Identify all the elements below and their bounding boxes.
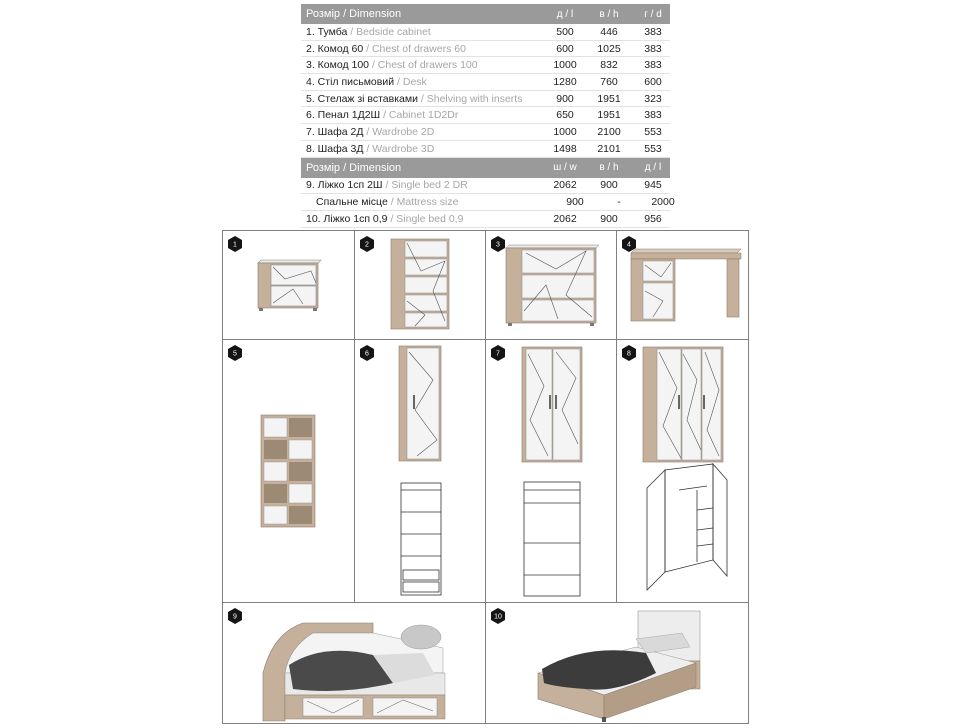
value-width: 2062 bbox=[553, 179, 577, 192]
item-name: 1. Тумба bbox=[306, 25, 348, 38]
value-depth: 600 bbox=[644, 75, 662, 88]
item-name: Спальне місце bbox=[316, 196, 388, 209]
value-length: 650 bbox=[556, 109, 574, 122]
header-dimension: Розмір / Dimension bbox=[306, 8, 402, 20]
desk-image bbox=[617, 231, 750, 341]
value-length: 900 bbox=[556, 92, 574, 105]
header-height: в / h bbox=[599, 8, 619, 20]
svg-text:4: 4 bbox=[627, 241, 631, 249]
value-height: 760 bbox=[600, 75, 618, 88]
item-name-en: Wardrobe 3D bbox=[372, 142, 435, 155]
shelving-image bbox=[223, 340, 356, 604]
item-name: 6. Пенал 1Д2Ш bbox=[306, 109, 381, 122]
item-name-en: Wardrobe 2D bbox=[372, 125, 435, 138]
svg-text:6: 6 bbox=[365, 350, 369, 358]
bedside-cabinet-image bbox=[223, 231, 356, 341]
svg-text:1: 1 bbox=[233, 241, 237, 249]
table-row: 10. Ліжко 1сп 0,9 / Single bed 0,9 2062 900 956 bbox=[301, 211, 670, 228]
svg-text:7: 7 bbox=[496, 350, 500, 358]
value-depth: 383 bbox=[644, 109, 662, 122]
value-length: 956 bbox=[644, 212, 662, 225]
item-name: 10. Ліжко 1сп 0,9 bbox=[306, 212, 388, 225]
single-bed-2dr-image bbox=[223, 603, 487, 725]
table-row: 4. Стіл письмовий / Desk 1280 760 600 bbox=[301, 74, 670, 91]
item-name: 9. Ліжко 1сп 2Ш bbox=[306, 179, 383, 192]
item-name: 5. Стелаж зі вставками bbox=[306, 92, 418, 105]
value-width: 2062 bbox=[553, 212, 577, 225]
chest-of-drawers-60-image bbox=[355, 231, 487, 341]
single-bed-09-image bbox=[486, 603, 750, 725]
table-row: 6. Пенал 1Д2Ш / Cabinet 1D2Dr 650 1951 383 bbox=[301, 107, 670, 124]
value-length: 1498 bbox=[553, 142, 577, 155]
cabinet-1d2dr-image bbox=[355, 340, 487, 604]
product-cell-4 bbox=[616, 230, 749, 340]
table-row: Спальне місце / Mattress size 900 - 2000 bbox=[301, 194, 670, 211]
item-name: 8. Шафа 3Д bbox=[306, 142, 364, 155]
value-length: 1000 bbox=[553, 59, 577, 72]
value-length: 1280 bbox=[553, 75, 577, 88]
value-height: 446 bbox=[600, 25, 618, 38]
item-name: 7. Шафа 2Д bbox=[306, 125, 364, 138]
value-length: 945 bbox=[644, 179, 662, 192]
value-depth: 323 bbox=[644, 92, 662, 105]
item-name-en: Chest of drawers 60 bbox=[371, 42, 466, 55]
item-name-en: Single bed 0,9 bbox=[396, 212, 464, 225]
value-length: 600 bbox=[556, 42, 574, 55]
table-row: 9. Ліжко 1сп 2Ш / Single bed 2 DR 2062 900 945 bbox=[301, 178, 670, 195]
value-depth: 383 bbox=[644, 42, 662, 55]
product-cell-10 bbox=[485, 602, 749, 724]
item-name-en: Mattress size bbox=[396, 196, 459, 209]
table-header bbox=[301, 4, 670, 24]
value-length: 2000 bbox=[651, 196, 675, 209]
table-row: 5. Стелаж зі вставками / Shelving with inserts 900 1951 323 bbox=[301, 91, 670, 108]
header-height: в / h bbox=[599, 162, 619, 173]
value-height: 1025 bbox=[597, 42, 621, 55]
item-name: 3. Комод 100 bbox=[306, 59, 370, 72]
value-depth: 383 bbox=[644, 59, 662, 72]
value-height: 1951 bbox=[597, 109, 621, 122]
value-height: 2100 bbox=[597, 125, 621, 138]
product-cell-2 bbox=[354, 230, 486, 340]
item-name-en: Cabinet 1D2Dr bbox=[388, 109, 459, 122]
item-name: 4. Стіл письмовий bbox=[306, 75, 395, 88]
item-name: 2. Комод 60 bbox=[306, 42, 364, 55]
product-cell-8 bbox=[616, 339, 749, 603]
item-name-en: Desk bbox=[402, 75, 427, 88]
svg-text:10: 10 bbox=[494, 613, 502, 621]
dimension-table bbox=[301, 4, 675, 228]
table-row: 8. Шафа 3Д / Wardrobe 3D 1498 2101 553 bbox=[301, 141, 670, 158]
product-cell-6 bbox=[354, 339, 486, 603]
product-cell-5 bbox=[222, 339, 355, 603]
value-depth: 553 bbox=[644, 125, 662, 138]
header-dimension: Розмір / Dimension bbox=[306, 161, 402, 174]
value-height: 900 bbox=[600, 179, 618, 192]
value-height: 832 bbox=[600, 59, 618, 72]
value-height: 1951 bbox=[597, 92, 621, 105]
item-name-en: Bedside cabinet bbox=[356, 25, 431, 38]
header-width: ш / w bbox=[553, 162, 577, 173]
table-row: 2. Комод 60 / Chest of drawers 60 600 1025 383 bbox=[301, 41, 670, 58]
value-width: 900 bbox=[566, 196, 584, 209]
header-length: д / l bbox=[556, 8, 574, 20]
value-height: - bbox=[617, 196, 621, 209]
svg-text:5: 5 bbox=[233, 350, 237, 358]
value-height: 900 bbox=[600, 212, 618, 225]
product-cell-1 bbox=[222, 230, 355, 340]
header-length: д / l bbox=[644, 162, 662, 173]
item-name-en: Single bed 2 DR bbox=[391, 179, 468, 192]
chest-of-drawers-100-image bbox=[486, 231, 618, 341]
wardrobe-3d-image bbox=[617, 340, 750, 604]
value-depth: 383 bbox=[644, 25, 662, 38]
svg-text:9: 9 bbox=[233, 613, 237, 621]
value-height: 2101 bbox=[597, 142, 621, 155]
table-header-beds bbox=[301, 158, 670, 178]
wardrobe-2d-image bbox=[486, 340, 618, 604]
product-cell-7 bbox=[485, 339, 617, 603]
svg-text:3: 3 bbox=[496, 241, 500, 249]
header-depth: г / d bbox=[644, 8, 662, 20]
value-depth: 553 bbox=[644, 142, 662, 155]
table-row: 3. Комод 100 / Chest of drawers 100 1000 832 383 bbox=[301, 57, 670, 74]
table-row: 7. Шафа 2Д / Wardrobe 2D 1000 2100 553 bbox=[301, 124, 670, 141]
item-name-en: Shelving with inserts bbox=[426, 92, 523, 105]
item-name-en: Chest of drawers 100 bbox=[377, 59, 478, 72]
product-cell-3 bbox=[485, 230, 617, 340]
value-length: 500 bbox=[556, 25, 574, 38]
product-cell-9 bbox=[222, 602, 486, 724]
svg-text:2: 2 bbox=[365, 241, 369, 249]
table-row: 1. Тумба / Bedside cabinet 500 446 383 bbox=[301, 24, 670, 41]
value-length: 1000 bbox=[553, 125, 577, 138]
svg-text:8: 8 bbox=[627, 350, 631, 358]
